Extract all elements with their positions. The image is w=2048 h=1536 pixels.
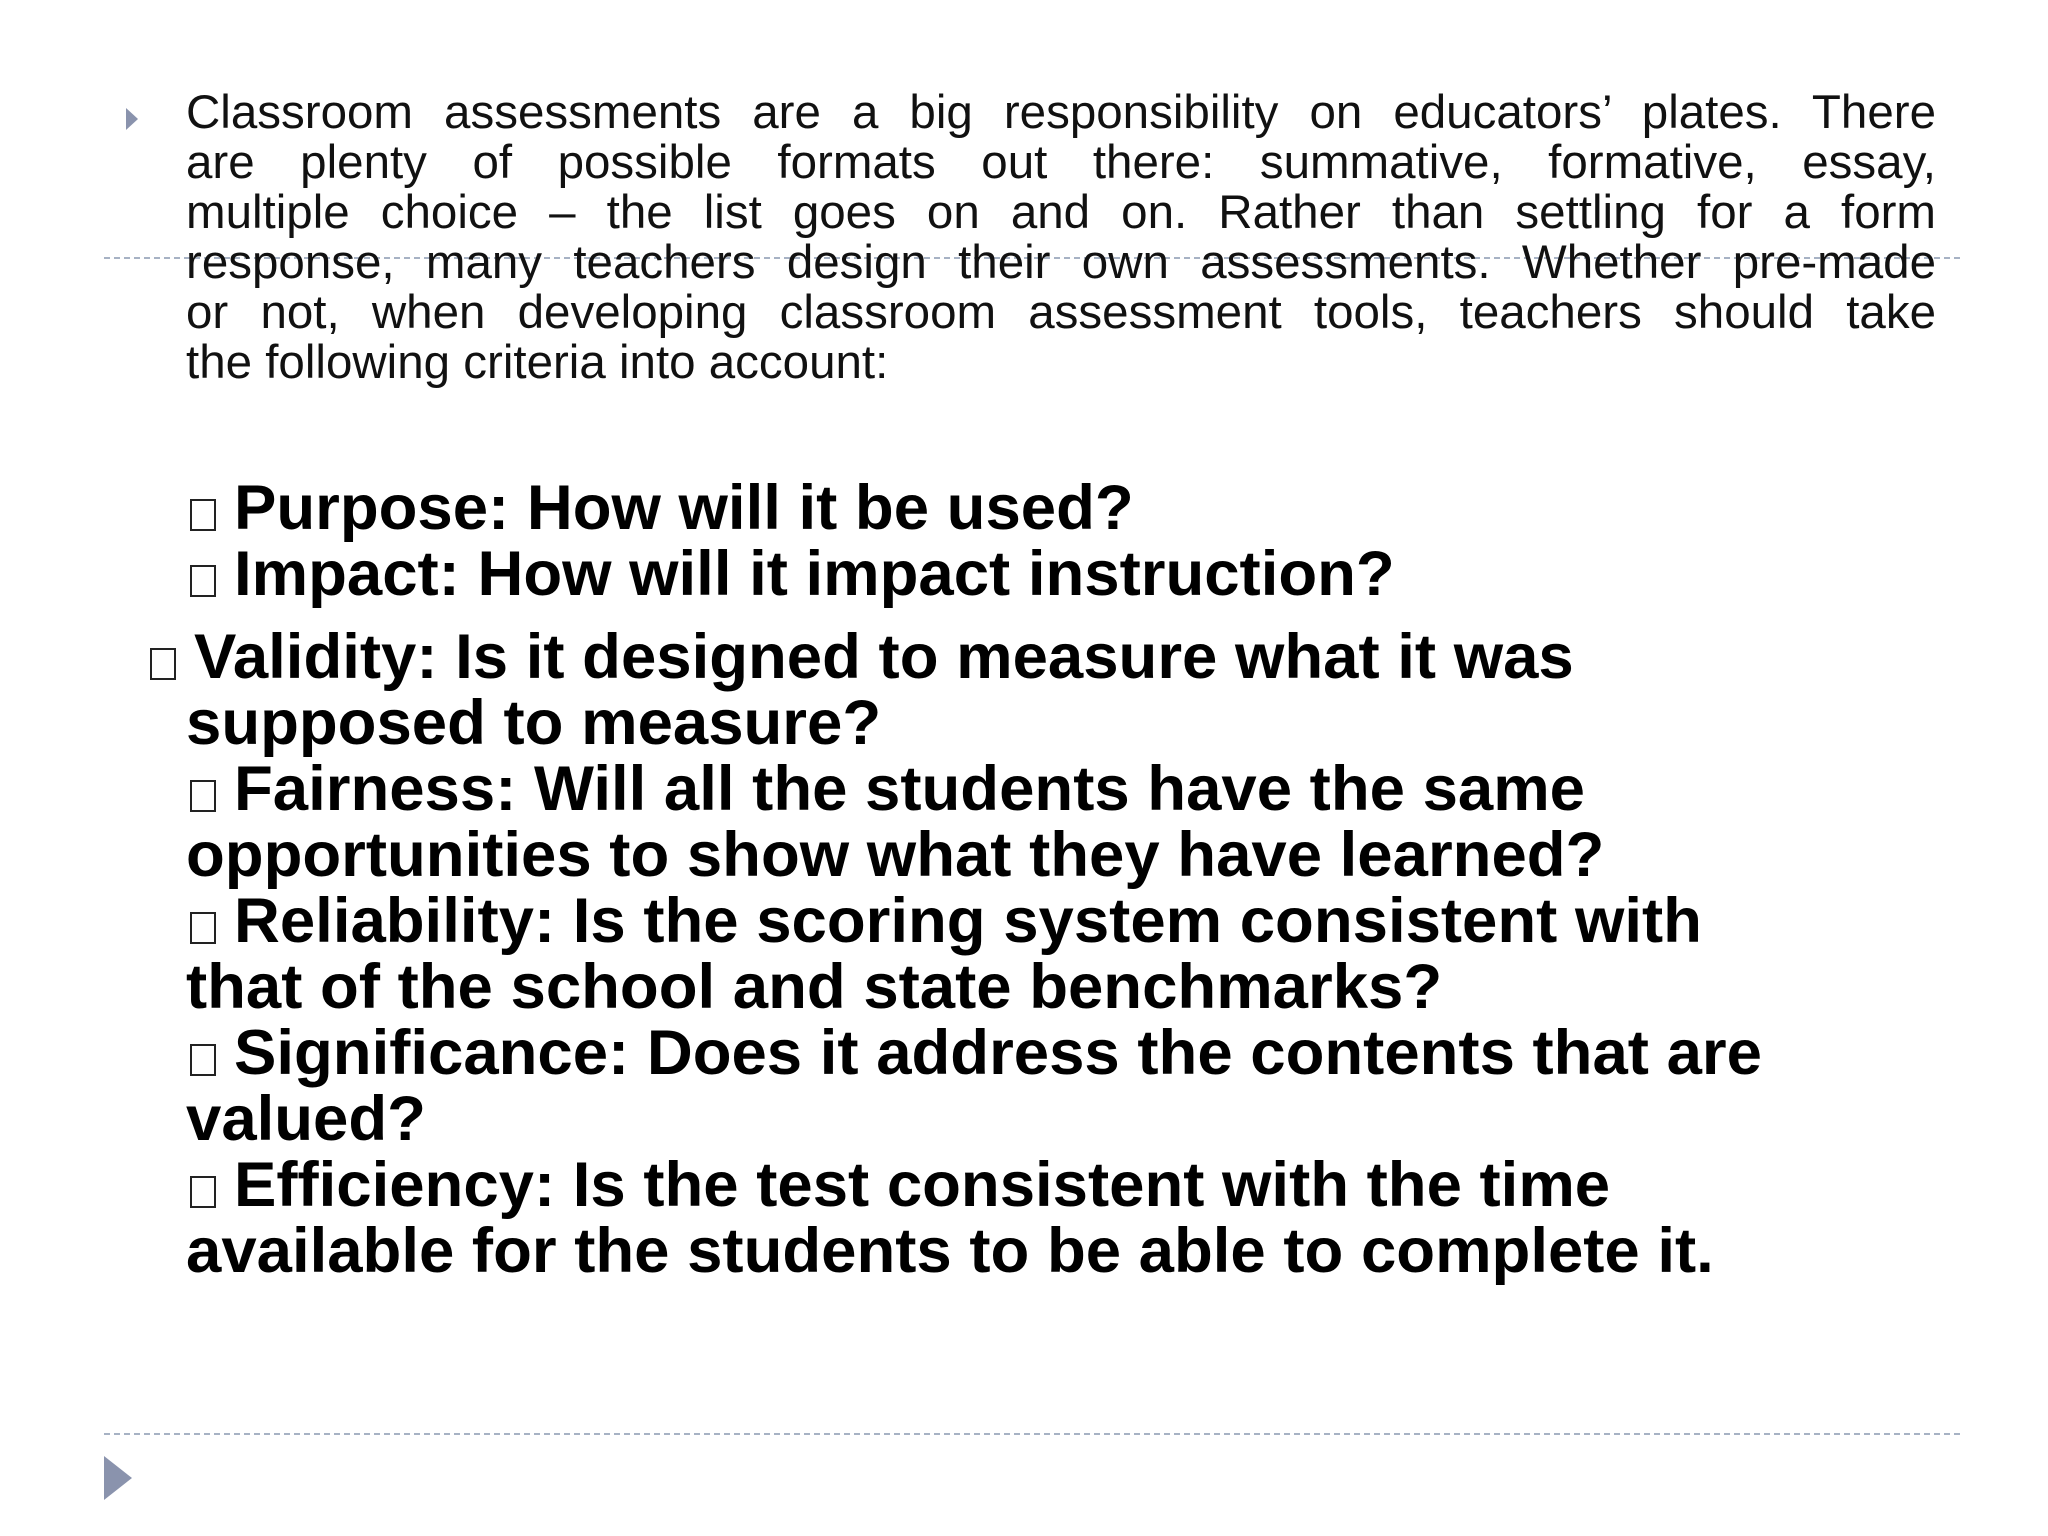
- bullet-arrow-icon: [126, 108, 138, 130]
- criterion-fairness: [190, 756, 1585, 822]
- criterion-text: Validity: Is it designed to measure what it was: [194, 622, 1574, 692]
- checkbox-icon: [190, 499, 216, 531]
- criterion-text: available for the students to be able to complete it.: [186, 1216, 1714, 1286]
- criterion-text: Impact: How will it impact instruction?: [234, 539, 1395, 609]
- criterion-efficiency: [190, 1152, 1610, 1218]
- intro-line: Classroom assessments are a big responsibility on educators’ plates. There: [186, 86, 1936, 139]
- criterion-text: Significance: Does it address the contents that are: [234, 1018, 1762, 1088]
- criterion-reliability-cont: [186, 954, 1442, 1020]
- intro-line: or not, when developing classroom assessment tools, teachers should take: [186, 286, 1936, 339]
- intro-paragraph: [186, 88, 1936, 388]
- intro-line: response, many teachers design their own assessments. Whether pre-made: [186, 236, 1936, 289]
- criterion-text: Fairness: Will all the students have the same: [234, 754, 1585, 824]
- criterion-fairness-cont: [186, 822, 1604, 888]
- criterion-impact: [190, 541, 1395, 607]
- checkbox-icon: [150, 648, 176, 680]
- criterion-reliability: [190, 888, 1702, 954]
- criterion-purpose: [190, 475, 1134, 541]
- criterion-validity-cont: [186, 690, 881, 756]
- criterion-efficiency-cont: [186, 1218, 1714, 1284]
- criterion-significance-cont: [186, 1086, 426, 1152]
- criterion-text: that of the school and state benchmarks?: [186, 952, 1443, 1022]
- criterion-text: valued?: [186, 1084, 426, 1154]
- criterion-text: Purpose: How will it be used?: [234, 473, 1134, 543]
- checkbox-icon: [190, 565, 216, 597]
- intro-line: are plenty of possible formats out there: summative, formative, essay,: [186, 136, 1936, 189]
- criterion-validity: [150, 624, 1574, 690]
- criterion-text: opportunities to show what they have learned?: [186, 820, 1605, 890]
- checkbox-icon: [190, 912, 216, 944]
- checkbox-icon: [190, 1044, 216, 1076]
- bottom-divider: [104, 1433, 1960, 1435]
- checkbox-icon: [190, 780, 216, 812]
- criterion-text: Efficiency: Is the test consistent with the time: [234, 1150, 1611, 1220]
- criterion-text: supposed to measure?: [186, 688, 882, 758]
- slide-marker-icon: [104, 1456, 132, 1500]
- intro-line: multiple choice – the list goes on and on. Rather than settling for a form: [186, 186, 1936, 239]
- criterion-significance: [190, 1020, 1762, 1086]
- intro-line: the following criteria into account:: [186, 336, 889, 389]
- criterion-text: Reliability: Is the scoring system consistent with: [234, 886, 1702, 956]
- checkbox-icon: [190, 1176, 216, 1208]
